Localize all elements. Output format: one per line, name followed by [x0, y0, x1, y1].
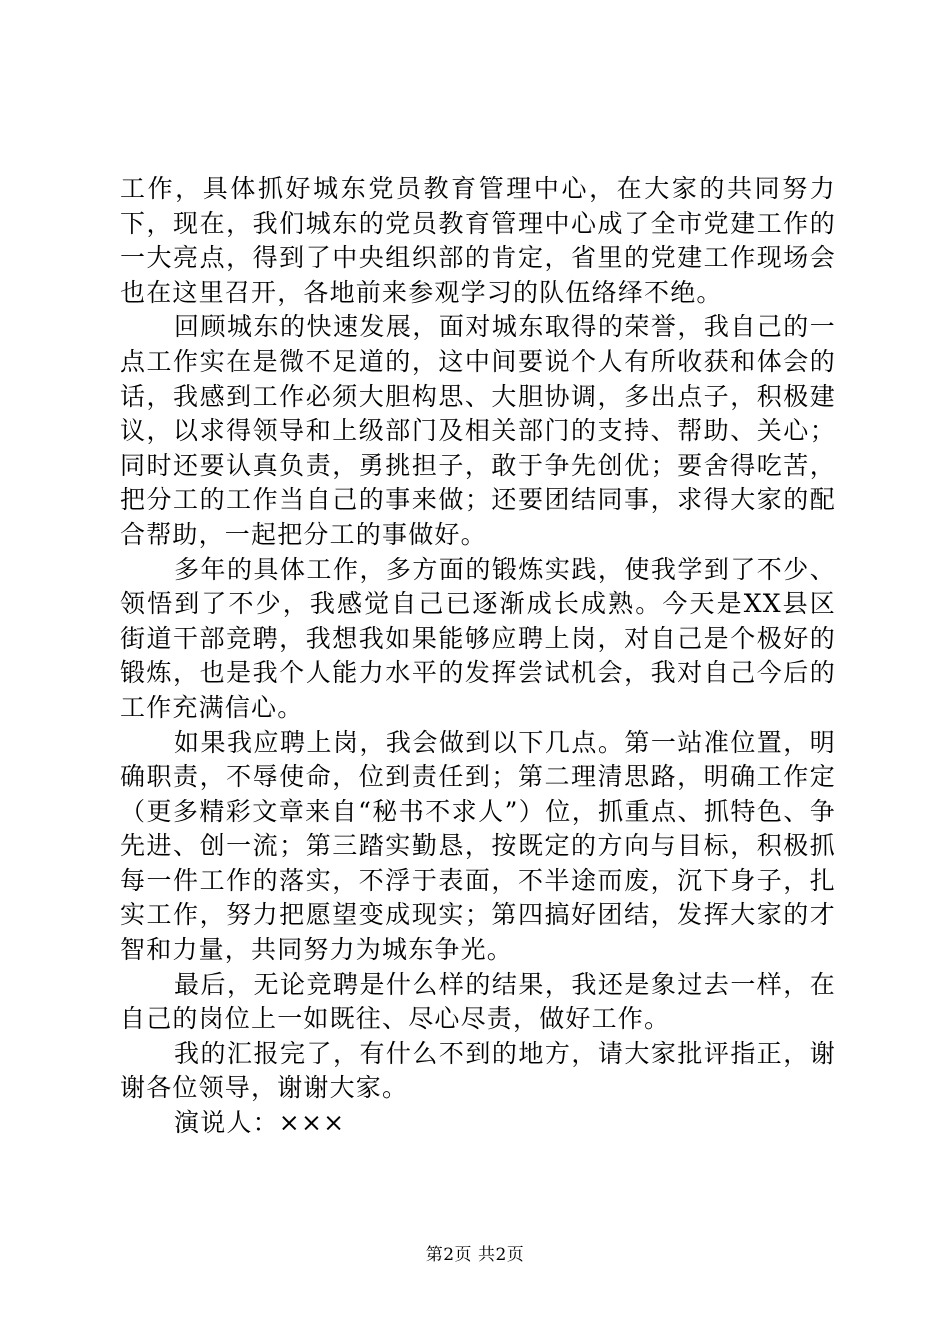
paragraph-reflection: 回顾城东的快速发展，面对城东取得的荣誉，我自己的一点工作实在是微不足道的，这中间要说个人有所收获和体会的话，我感到工作必须大胆构思、大胆协调，多出点子，积极建议，以求得领导和上级部门及相关部门的支持、帮助、关心；同时还要认真负责，勇挑担子，敢于争先创优；要舍得吃苦，把分工的工作当自己的事来做；还要团结同事，求得大家的配合帮助，一起把分工的事做好。: [120, 312, 836, 549]
speaker-signature: 演说人：×××: [174, 1108, 346, 1138]
document-body: [120, 172, 836, 1141]
paragraph-thanks: 我的汇报完了，有什么不到的地方，请大家批评指正，谢谢各位领导，谢谢大家。: [120, 1038, 836, 1103]
page-number-footer: 第2页 共2页: [425, 1245, 525, 1265]
paragraph-commitments: 如果我应聘上岗，我会做到以下几点。第一站准位置，明确职责，不辱使命，位到责任到；第二理清思路，明确工作定（更多精彩文章来自“秘书不求人”）位，抓重点、抓特色、争先进、创一流；第三踏实勤恳，按既定的方向与目标，积极抓每一件工作的落实，不浮于表面，不半途而废，沉下身子，扎实工作，努力把愿望变成现实；第四搞好团结，发挥大家的才智和力量，共同努力为城东争光。: [120, 727, 836, 965]
paragraph-experience: 多年的具体工作，多方面的锻炼实践，使我学到了不少、领悟到了不少，我感觉自己已逐渐成长成熟。今天是XX县区街道干部竞聘，我想我如果能够应聘上岗，对自己是个极好的锻炼，也是我个人能力水平的发挥尝试机会，我对自己今后的工作充满信心。: [120, 554, 836, 722]
paragraph-continuation: 工作，具体抓好城东党员教育管理中心，在大家的共同努力下，现在，我们城东的党员教育管理中心成了全市党建工作的一大亮点，得到了中央组织部的肯定，省里的党建工作现场会也在这里召开，各地前来参观学习的队伍络绎不绝。: [120, 174, 836, 307]
paragraph-closing: 最后，无论竞聘是什么样的结果，我还是象过去一样，在自己的岗位上一如既往、尽心尽责，做好工作。: [120, 969, 836, 1034]
